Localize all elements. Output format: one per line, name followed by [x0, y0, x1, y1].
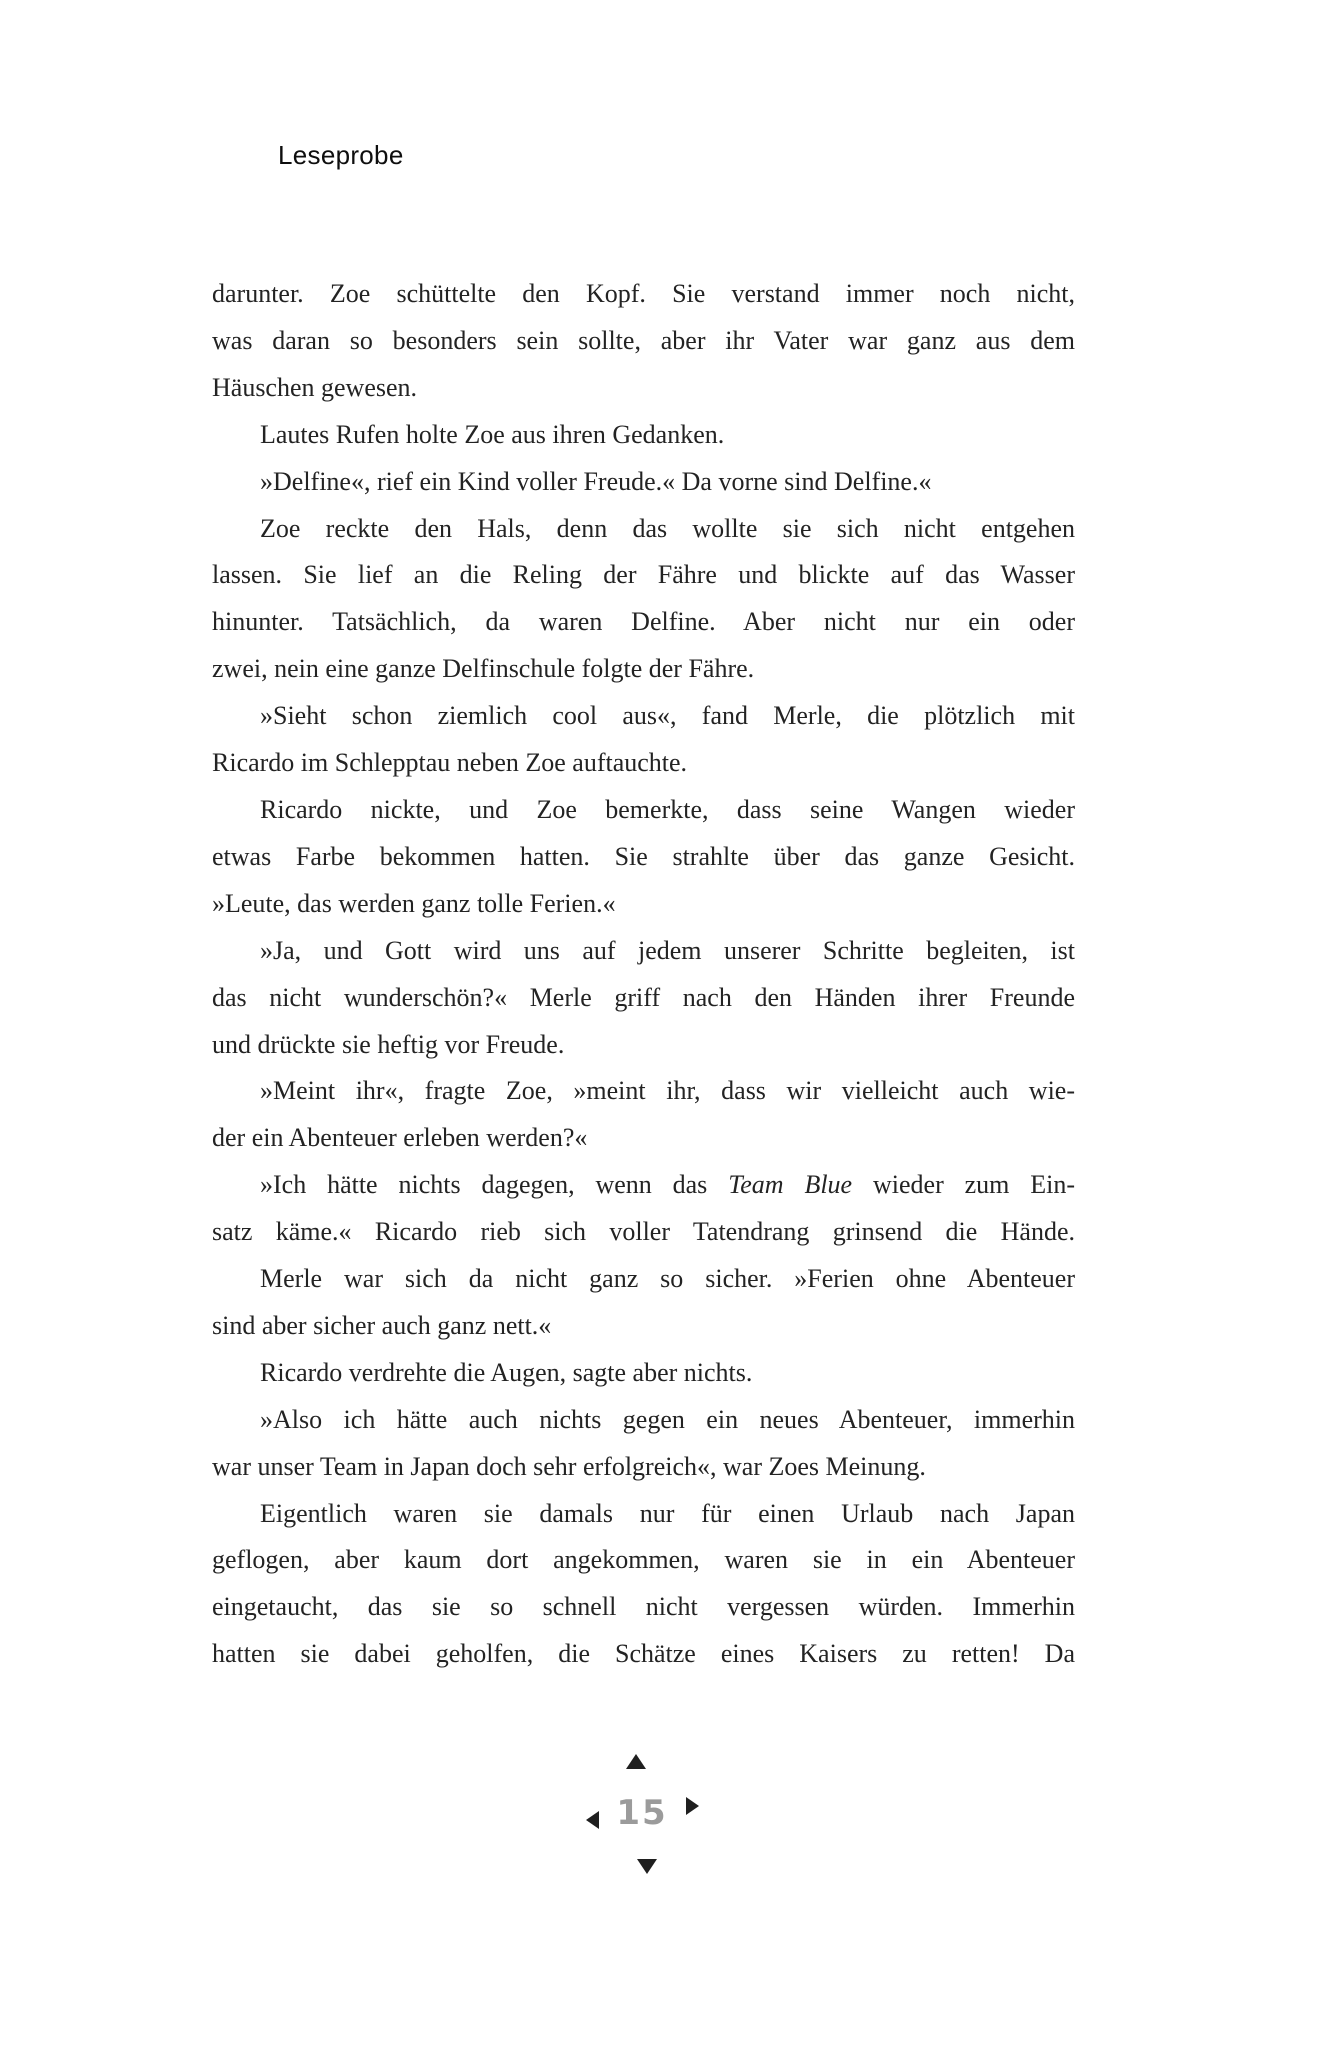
text-line: [212, 1115, 1075, 1162]
text-segment: wieder zum Ein-: [852, 1170, 1075, 1200]
text-line: [212, 1303, 1075, 1350]
page-down-button[interactable]: [630, 1849, 664, 1883]
text-line: [212, 834, 1075, 881]
text-line: [212, 318, 1075, 365]
text-segment: Eigentlich waren sie damals nur für einen Urlaub nach Japan: [260, 1498, 1075, 1528]
text-line: [212, 1631, 1075, 1678]
text-segment: darunter. Zoe schüttelte den Kopf. Sie verstand immer noch nicht,: [212, 279, 1075, 308]
text-segment: war unser Team in Japan doch sehr erfolgreich«, war Zoes Meinung.: [212, 1451, 926, 1481]
text-line: [212, 646, 1075, 693]
page-next-button[interactable]: [675, 1789, 709, 1823]
text-segment: »Leute, das werden ganz tolle Ferien.«: [212, 888, 616, 918]
text-line: [212, 787, 1075, 834]
text-line: [212, 740, 1075, 787]
text-segment: »Delfine«, rief ein Kind voller Freude.« Da vorne sind Delfine.«: [260, 466, 932, 496]
text-line: [212, 271, 1075, 318]
text-segment: Zoe reckte den Hals, denn das wollte sie sich nicht entgehen: [260, 513, 1075, 543]
page-header-label: Leseprobe: [278, 140, 404, 170]
text-segment: sind aber sicher auch ganz nett.«: [212, 1310, 552, 1340]
text-line: [212, 693, 1075, 740]
text-segment: geflogen, aber kaum dort angekommen, waren sie in ein Abenteuer: [212, 1545, 1075, 1575]
text-line: [212, 975, 1075, 1022]
text-segment: Merle war sich da nicht ganz so sicher. »Ferien ohne Abenteuer: [260, 1264, 1075, 1294]
text-segment: hatten sie dabei geholfen, die Schätze eines Kaisers zu retten! Da: [212, 1639, 1075, 1669]
text-segment: »Also ich hätte auch nichts gegen ein neues Abenteuer, immerhin: [260, 1404, 1075, 1434]
triangle-right-icon: [686, 1797, 699, 1815]
text-segment: Ricardo nickte, und Zoe bemerkte, dass seine Wangen wieder: [260, 794, 1075, 824]
text-segment: das nicht wunderschön?« Merle griff nach den Händen ihrer Freunde: [212, 982, 1075, 1012]
text-line: [212, 1068, 1075, 1115]
text-segment: der ein Abenteuer erleben werden?«: [212, 1123, 588, 1153]
text-segment: eingetaucht, das sie so schnell nicht vergessen würden. Immerhin: [212, 1592, 1075, 1622]
text-segment: Lautes Rufen holte Zoe aus ihren Gedanken.: [260, 419, 725, 449]
text-line: [212, 1162, 1075, 1209]
text-line: [212, 412, 1075, 459]
text-segment: »Ja, und Gott wird uns auf jedem unserer Schritte begleiten, ist: [260, 935, 1075, 965]
text-segment: hinunter. Tatsächlich, da waren Delfine. Aber nicht nur ein oder: [212, 607, 1075, 637]
text-segment: Ricardo im Schlepptau neben Zoe auftauchte.: [212, 748, 688, 778]
text-line: [212, 1022, 1075, 1069]
text-line: [212, 1397, 1075, 1444]
text-segment: »Ich hätte nichts dagegen, wenn das: [260, 1170, 729, 1200]
text-line: [212, 1584, 1075, 1631]
body-text: [212, 271, 1075, 1678]
emphasized-text: Team Blue: [728, 1170, 853, 1200]
text-segment: lassen. Sie lief an die Reling der Fähre und blickte auf das Wasser: [212, 560, 1075, 590]
text-line: [212, 928, 1075, 975]
text-line: [212, 506, 1075, 553]
triangle-left-icon: [586, 1811, 599, 1829]
text-line: [212, 599, 1075, 646]
triangle-up-icon: [626, 1754, 646, 1769]
text-segment: was daran so besonders sein sollte, aber ihr Vater war ganz aus dem: [212, 325, 1075, 355]
text-line: [212, 1209, 1075, 1256]
text-line: [212, 1350, 1075, 1397]
text-line: [212, 1444, 1075, 1491]
text-line: [212, 365, 1075, 412]
text-segment: satz käme.« Ricardo rieb sich voller Tatendrang grinsend die Hände.: [212, 1217, 1075, 1247]
triangle-down-icon: [637, 1859, 657, 1874]
page-previous-button[interactable]: [575, 1803, 609, 1837]
text-segment: Häuschen gewesen.: [212, 372, 418, 402]
text-segment: Ricardo verdrehte die Augen, sagte aber nichts.: [260, 1357, 753, 1387]
text-segment: etwas Farbe bekommen hatten. Sie strahlte über das ganze Gesicht.: [212, 841, 1075, 871]
text-line: [212, 1256, 1075, 1303]
page-up-button[interactable]: [619, 1744, 653, 1778]
text-line: [212, 1537, 1075, 1584]
text-line: [212, 459, 1075, 506]
text-segment: »Meint ihr«, fragte Zoe, »meint ihr, dass wir vielleicht auch wie-: [260, 1076, 1075, 1106]
text-line: [212, 1491, 1075, 1538]
text-segment: zwei, nein eine ganze Delfinschule folgte der Fähre.: [212, 654, 755, 684]
text-line: [212, 881, 1075, 928]
text-line: [212, 552, 1075, 599]
page-number: 15: [616, 1793, 668, 1833]
text-segment: und drückte sie heftig vor Freude.: [212, 1029, 565, 1059]
text-segment: »Sieht schon ziemlich cool aus«, fand Merle, die plötzlich mit: [260, 701, 1075, 731]
